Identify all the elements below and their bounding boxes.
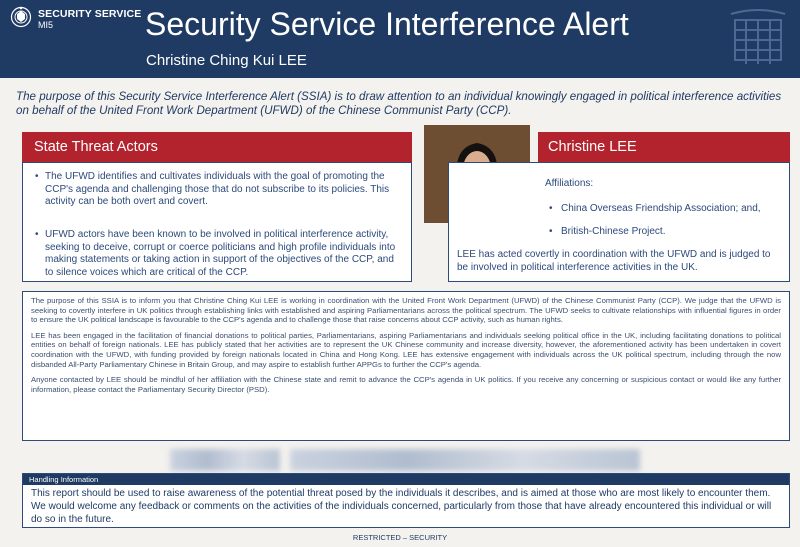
affiliation-item: • China Overseas Friendship Association; and, <box>549 203 761 214</box>
page-title: Security Service Interference Alert <box>145 6 629 42</box>
header-banner <box>0 0 800 78</box>
body-paragraph: LEE has been engaged in the facilitation of financial donations to political parties, Parliamentarians, aspiring Parliamentarians and individuals seeking political office in the UK, including facilitating donations to political entities on behalf of foreign nationals. LEE has publicly stated that her activities are to represent the UK Chinese community and increase diversity, however, the aforementioned activity has been undertaken in covert coordination with the UFWD, with funding provided by foreign nationals located in China and Hong Kong. LEE has extensive engagement with individuals across the UK political spectrum, including through the now disbanded All-Party Parliamentary Chinese in Britain Group, and may aspire to establish further APPGs to further the CCP's agenda. <box>31 330 781 369</box>
subject-card <box>448 162 790 282</box>
crest-icon <box>10 6 32 28</box>
logo-subtext: MI5 <box>38 20 54 30</box>
body-paragraph: Anyone contacted by LEE should be mindful of her affiliation with the Chinese state and remit to advance the CCP's agenda in UK politics. If you receive any concerning or suspicious contact or would like any further information, please contact the Parliamentary Security Director (PSD). <box>31 375 781 394</box>
redacted-contact <box>170 449 280 471</box>
portcullis-emblem-icon <box>727 8 789 68</box>
threat-bullet: • UFWD actors have been known to be involved in political interference activity, seeking to deceive, corrupt or coerce politicians and high profile individuals into making statements or taking action in support of the objectives of the CCP, and to silence voices which are critical of the CCP. <box>35 229 401 279</box>
subject-name-heading: Christine LEE <box>538 132 790 162</box>
body-paragraph: The purpose of this SSIA is to inform you that Christine Ching Kui LEE is working in coordination with the United Front Work Department (UFWD) of the Chinese Communist Party (CCP). We judge that the UFWD is seeking to covertly interfere in UK politics through establishing links with established and aspiring Parliamentarians across the political spectrum. The UFWD seeks to cultivate relationships with influential figures in order to ensure the UK political landscape is favourable to the CCP's agenda and to challenge those that raise concerns about CCP activity, such as human rights. <box>31 296 781 325</box>
handling-heading: Handling Information <box>23 474 789 485</box>
redacted-contact <box>290 449 640 471</box>
logo-text: SECURITY SERVICE <box>38 8 142 20</box>
security-service-logo <box>10 5 142 31</box>
purpose-statement: The purpose of this Security Service Interference Alert (SSIA) is to draw attention to an individual knowingly engaged in political interference activities on behalf of the United Front Work Department (UFWD) of the Chinese Communist Party (CCP). <box>16 90 782 117</box>
affiliations-label: Affiliations: <box>545 178 594 189</box>
affiliation-item: • British-Chinese Project. <box>549 226 665 237</box>
page-subtitle: Christine Ching Kui LEE <box>146 52 307 69</box>
handling-text: This report should be used to raise awareness of the potential threat posed by the individuals it describes, and is aimed at those who are most likely to encounter them. We would welcome any feedback or comments on the activities of the individuals concerned, particularly from those that have already encountered this individual or will do so in the future. <box>31 488 772 525</box>
threat-bullet: • The UFWD identifies and cultivates individuals with the goal of promoting the CCP's agenda and challenging those that do not subscribe to its policies. This activity can be both overt and covert. <box>35 171 401 209</box>
subject-summary: LEE has acted covertly in coordination with the UFWD and is judged to be involved in political interference activities in the UK. <box>457 249 771 273</box>
handling-information-box <box>22 473 790 528</box>
classification-footer: RESTRICTED – SECURITY <box>352 533 448 542</box>
state-threat-actors-heading: State Threat Actors <box>22 132 412 162</box>
main-body <box>22 291 790 441</box>
state-threat-actors-box <box>22 162 412 282</box>
